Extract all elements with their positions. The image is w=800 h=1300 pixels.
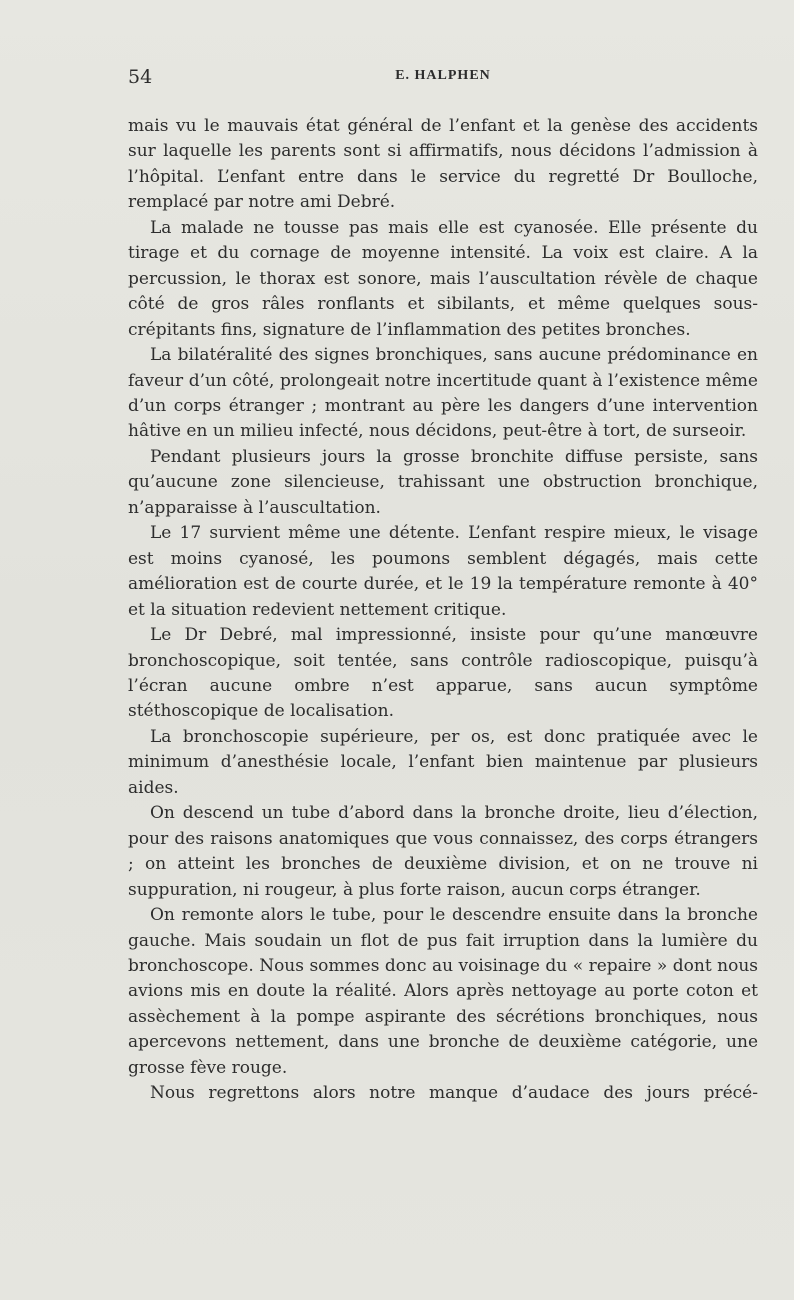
paragraph-right-bronchus: On descend un tube d’abord dans la bronche droite, lieu d’élection, pour des raisons anatomiques que vous connaissez, des corps étrangers ; on atteint les bronches de deuxième division, et on ne trouve ni suppuration, ni rougeur, à plus forte raison, aucun corps étranger. (128, 803, 758, 900)
body-text (128, 114, 758, 1107)
paragraph-debre: Le Dr Debré, mal impressionné, insiste pour qu’une manœuvre bronchoscopique, soit tentée, sans contrôle radioscopique, puisqu’à l’écran aucune ombre n’est apparue, sans aucun symptôme stéthoscopique de localisation. (128, 625, 758, 722)
paragraph-bilaterality: La bilatéralité des signes bronchiques, sans aucune prédominance en faveur d’un côté, prolongeait notre incertitude quant à l’existence même d’un corps étranger ; montrant au père les dangers d’une intervention hâtive en un milieu infecté, nous décidons, peut-être à tort, de surseoir. (128, 345, 758, 442)
paragraph-regret: Nous regrettons alors notre manque d’audace des jours précé- (150, 1083, 758, 1104)
paragraph-left-bronchus: On remonte alors le tube, pour le descendre ensuite dans la bronche gauche. Mais soudain un flot de pus fait irruption dans la lumière du bronchoscope. Nous sommes donc au voisinage du « repaire » dont nous avions mis en doute la réalité. Alors après nettoyage au porte coton et assèchement à la pompe aspirante des sécrétions bronchiques, nous apercevons nettement, dans une bronche de deuxième catégorie, une grosse fève rouge. (128, 905, 758, 1078)
paragraph-bronchoscopy: La bronchoscopie supérieure, per os, est donc pratiquée avec le minimum d’anesthésie locale, l’enfant bien maintenue par plusieurs aides. (128, 726, 758, 798)
page-header (128, 66, 758, 90)
paragraph-examination: La malade ne tousse pas mais elle est cyanosée. Elle présente du tirage et du cornage de moyenne intensité. La voix est claire. A la percussion, le thorax est sonore, mais l’auscultation révèle de chaque côté de gros râles ronflants et sibilants, et même quelques sous-crépitants fins, signature de l’inflammation des petites bronches. (128, 217, 758, 340)
paragraph-bronchitis: Pendant plusieurs jours la grosse bronchite diffuse persiste, sans qu’aucune zone silencieuse, trahissant une obstruction bronchique, n’apparaisse à l’auscultation. (128, 446, 758, 518)
page-edge (794, 0, 800, 1300)
paragraph-relapse: Le 17 survient même une détente. L’enfant respire mieux, le visage est moins cyanosé, les poumons semblent dégagés, mais cette amélioration est de courte durée, et le 19 la température remonte à 40° et la situation redevient nettement critique. (128, 523, 758, 620)
running-head: E. HALPHEN (395, 68, 491, 83)
page-number: 54 (128, 66, 153, 88)
paragraph-continuation: mais vu le mauvais état général de l’enfant et la genèse des accidents sur laquelle les parents sont si affirmatifs, nous décidons l’admission à l’hôpital. L’enfant entre dans le service du regretté Dr Boulloche, remplacé par notre ami Debré. (128, 116, 758, 213)
